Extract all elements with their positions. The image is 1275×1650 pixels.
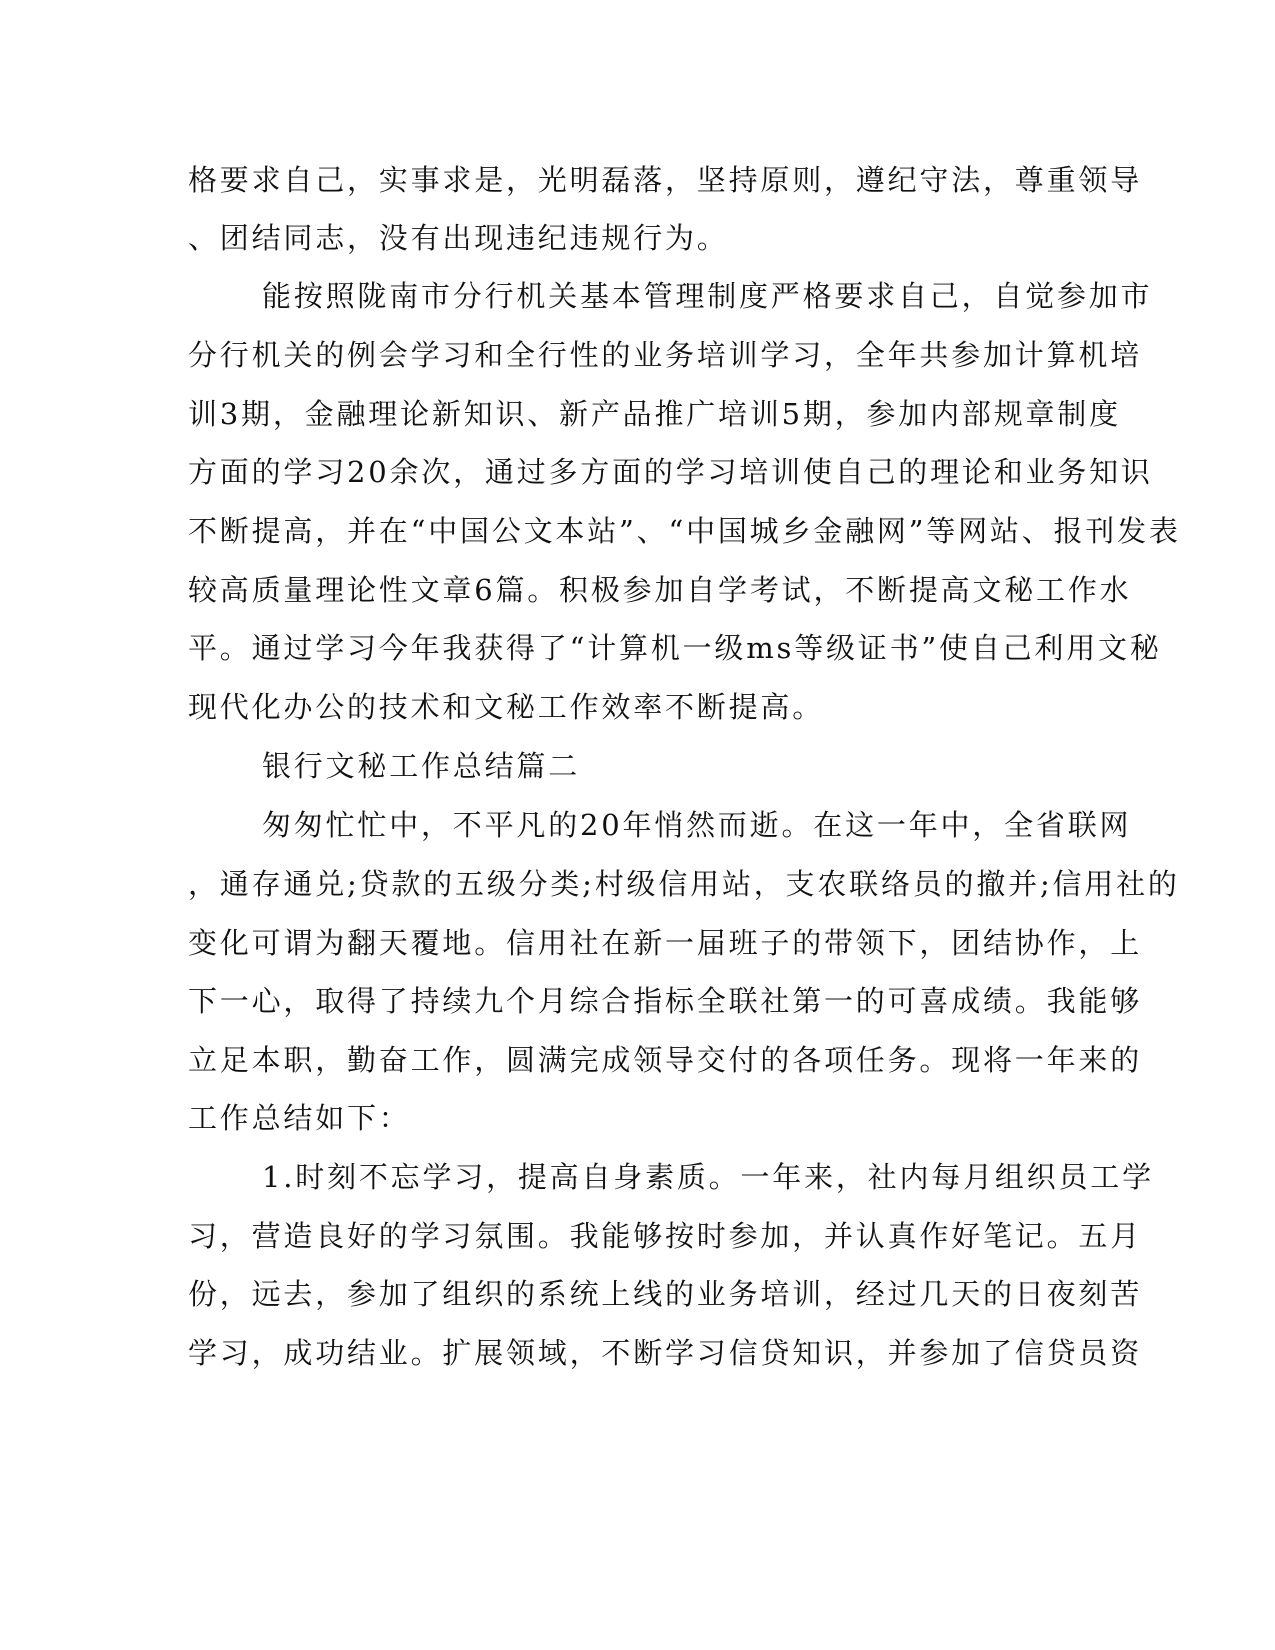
text-line: 、团结同志，没有出现违纪违规行为。 [188, 221, 729, 255]
text-line: 格要求自己，实事求是，光明磊落，坚持原则，遵纪守法，尊重领导 [188, 163, 1143, 197]
paragraph-first-line: 匆匆忙忙中，不平凡的20年悄然而逝。在这一年中，全省联网 [262, 808, 1132, 842]
text-line: 训3期，金融理论新知识、新产品推广培训5期，参加内部规章制度 [188, 397, 1121, 431]
text-line: 学习，成功结业。扩展领域，不断学习信贷知识，并参加了信贷员资 [188, 1336, 1143, 1370]
text-line: 较高质量理论性文章6篇。积极参加自学考试，不断提高文秘工作水 [188, 573, 1132, 607]
text-line: 不断提高，并在“中国公文本站”、“中国城乡金融网”等网站、报刊发表 [188, 514, 1181, 548]
text-line: 现代化办公的技术和文秘工作效率不断提高。 [188, 690, 825, 724]
text-line: 平。通过学习今年我获得了“计算机一级ms等级证书”使自己利用文秘 [188, 631, 1162, 665]
text-line: 工作总结如下： [188, 1101, 411, 1135]
section-heading: 银行文秘工作总结篇二 [262, 749, 581, 783]
text-line: 习，营造良好的学习氛围。我能够按时参加，并认真作好笔记。五月 [188, 1219, 1143, 1253]
text-line: 变化可谓为翻天覆地。信用社在新一届班子的带领下，团结协作，上 [188, 926, 1143, 960]
paragraph-first-line: 能按照陇南市分行机关基本管理制度严格要求自己，自觉参加市 [262, 279, 1153, 313]
text-line: 分行机关的例会学习和全行性的业务培训学习，全年共参加计算机培 [188, 338, 1143, 372]
text-line: 下一心，取得了持续九个月综合指标全联社第一的可喜成绩。我能够 [188, 984, 1143, 1018]
text-line: 方面的学习20余次，通过多方面的学习培训使自己的理论和业务知识 [188, 455, 1153, 489]
paragraph-first-line: 1.时刻不忘学习，提高自身素质。一年来，社内每月组织员工学 [262, 1160, 1154, 1194]
text-line: 份，远去，参加了组织的系统上线的业务培训，经过几天的日夜刻苦 [188, 1277, 1143, 1311]
text-line: 立足本职，勤奋工作，圆满完成领导交付的各项任务。现将一年来的 [188, 1043, 1143, 1077]
text-line: ，通存通兑;贷款的五级分类;村级信用站，支农联络员的撤并;信用社的 [188, 867, 1180, 901]
